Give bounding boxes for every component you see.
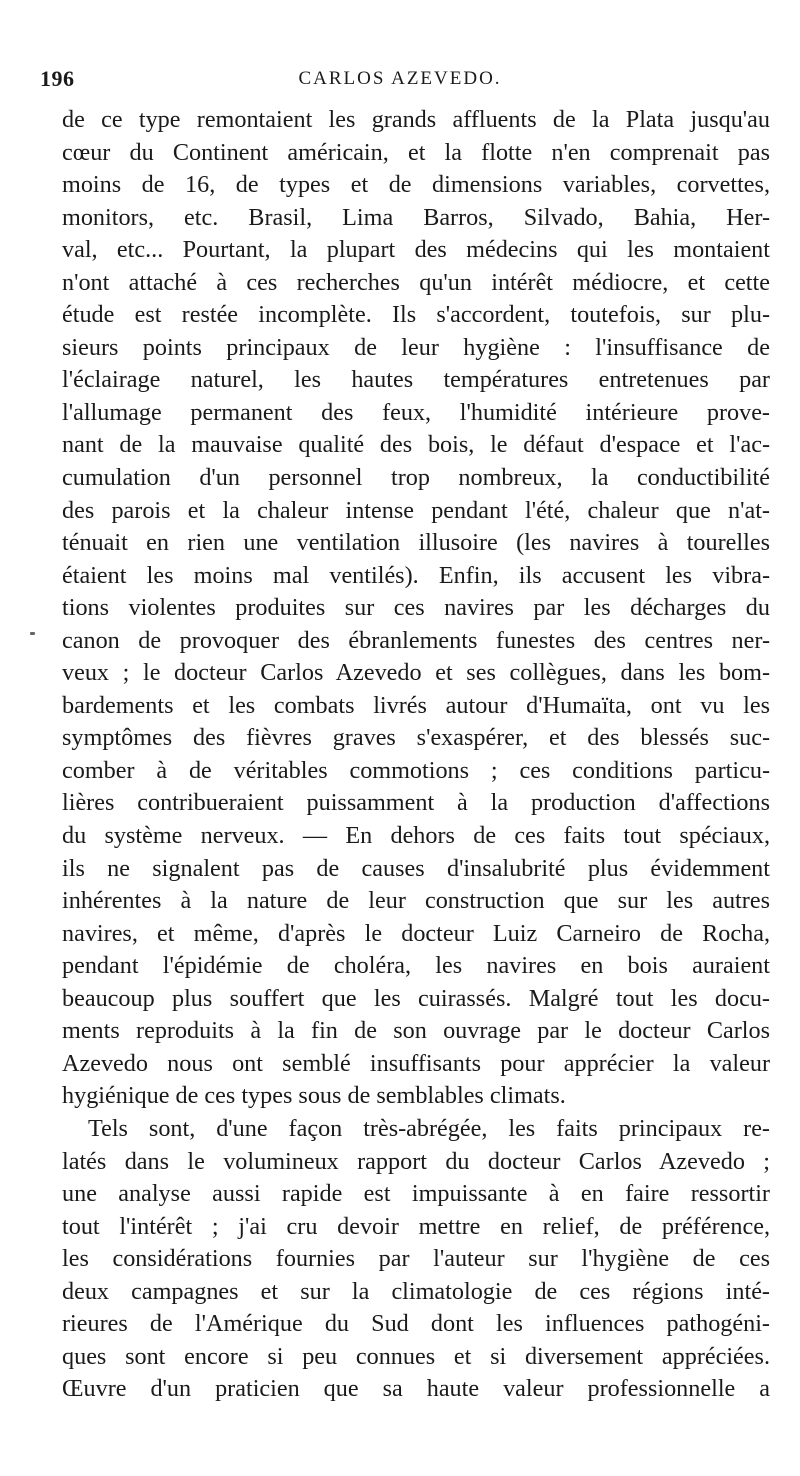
text-line: inhérentes à la nature de leur construction que sur les autres bbox=[62, 887, 770, 915]
text-line: nant de la mauvaise qualité des bois, le défaut d'espace et l'ac- bbox=[62, 431, 770, 459]
text-line: bardements et les combats livrés autour d'Humaïta, ont vu les bbox=[62, 691, 770, 719]
text-line: deux campagnes et sur la climatologie de ces régions inté- bbox=[62, 1277, 770, 1305]
text-line: veux ; le docteur Carlos Azevedo et ses collègues, dans les bom- bbox=[62, 659, 770, 687]
text-line: val, etc... Pourtant, la plupart des médecins qui les montaient bbox=[62, 236, 770, 264]
body-text bbox=[62, 104, 770, 1406]
text-line: de ce type remontaient les grands affluents de la Plata jusqu'au bbox=[62, 106, 770, 133]
text-line: ments reproduits à la fin de son ouvrage par le docteur Carlos bbox=[62, 1017, 770, 1045]
page-number: 196 bbox=[40, 66, 75, 91]
text-line: tions violentes produites sur ces navires par les décharges du bbox=[62, 594, 770, 622]
text-line: Œuvre d'un praticien que sa haute valeur professionnelle a bbox=[62, 1375, 770, 1403]
text-line: étaient les moins mal ventilés). Enfin, ils accusent les vibra- bbox=[62, 561, 770, 589]
text-line: étude est restée incomplète. Ils s'accordent, toutefois, sur plu- bbox=[62, 301, 770, 329]
text-line: cumulation d'un personnel trop nombreux, la conductibilité bbox=[62, 464, 770, 492]
text-line: tout l'intérêt ; j'ai cru devoir mettre en relief, de préférence, bbox=[62, 1212, 770, 1240]
text-line: comber à de véritables commotions ; ces conditions particu- bbox=[62, 756, 770, 784]
paragraph-start-line: Tels sont, d'une façon très-abrégée, les faits principaux re- bbox=[88, 1114, 770, 1142]
text-line: cœur du Continent américain, et la flotte n'en comprenait pas bbox=[62, 138, 770, 166]
text-line: monitors, etc. Brasil, Lima Barros, Silvado, Bahia, Her- bbox=[62, 203, 770, 231]
text-line: l'allumage permanent des feux, l'humidité intérieure prove- bbox=[62, 398, 770, 426]
text-line: les considérations fournies par l'auteur sur l'hygiène de ces bbox=[62, 1245, 770, 1273]
text-line: beaucoup plus souffert que les cuirassés. Malgré tout les docu- bbox=[62, 984, 770, 1012]
text-line: symptômes des fièvres graves s'exaspérer, et des blessés suc- bbox=[62, 724, 770, 752]
text-line: sieurs points principaux de leur hygiène : l'insuffisance de bbox=[62, 333, 770, 361]
running-head bbox=[40, 66, 760, 94]
text-line: moins de 16, de types et de dimensions variables, corvettes, bbox=[62, 171, 770, 199]
text-line: du système nerveux. — En dehors de ces faits tout spéciaux, bbox=[62, 822, 770, 850]
text-line: lières contribueraient puissamment à la production d'affections bbox=[62, 789, 770, 817]
text-line: pendant l'épidémie de choléra, les navires en bois auraient bbox=[62, 952, 770, 980]
text-line: rieures de l'Amérique du Sud dont les influences pathogéni- bbox=[62, 1310, 770, 1338]
text-line: ques sont encore si peu connues et si diversement appréciées. bbox=[62, 1342, 770, 1370]
paragraph-end-line: hygiénique de ces types sous de semblables climats. bbox=[62, 1082, 566, 1110]
text-line: Azevedo nous ont semblé insuffisants pour apprécier la valeur bbox=[62, 1049, 770, 1077]
text-line: canon de provoquer des ébranlements funestes des centres ner- bbox=[62, 626, 770, 654]
text-line: latés dans le volumineux rapport du docteur Carlos Azevedo ; bbox=[62, 1147, 770, 1175]
running-title: CARLOS AZEVEDO. bbox=[298, 68, 502, 89]
text-line: navires, et même, d'après le docteur Luiz Carneiro de Rocha, bbox=[62, 919, 770, 947]
text-line: des parois et la chaleur intense pendant l'été, chaleur que n'at- bbox=[62, 496, 770, 524]
text-line: une analyse aussi rapide est impuissante à en faire ressortir bbox=[62, 1180, 770, 1208]
margin-mark bbox=[30, 632, 35, 635]
text-line: ils ne signalent pas de causes d'insalubrité plus évidemment bbox=[62, 854, 770, 882]
text-line: l'éclairage naturel, les hautes températures entretenues par bbox=[62, 366, 770, 394]
text-line: n'ont attaché à ces recherches qu'un intérêt médiocre, et cette bbox=[62, 268, 770, 296]
text-line: ténuait en rien une ventilation illusoire (les navires à tourelles bbox=[62, 529, 770, 557]
